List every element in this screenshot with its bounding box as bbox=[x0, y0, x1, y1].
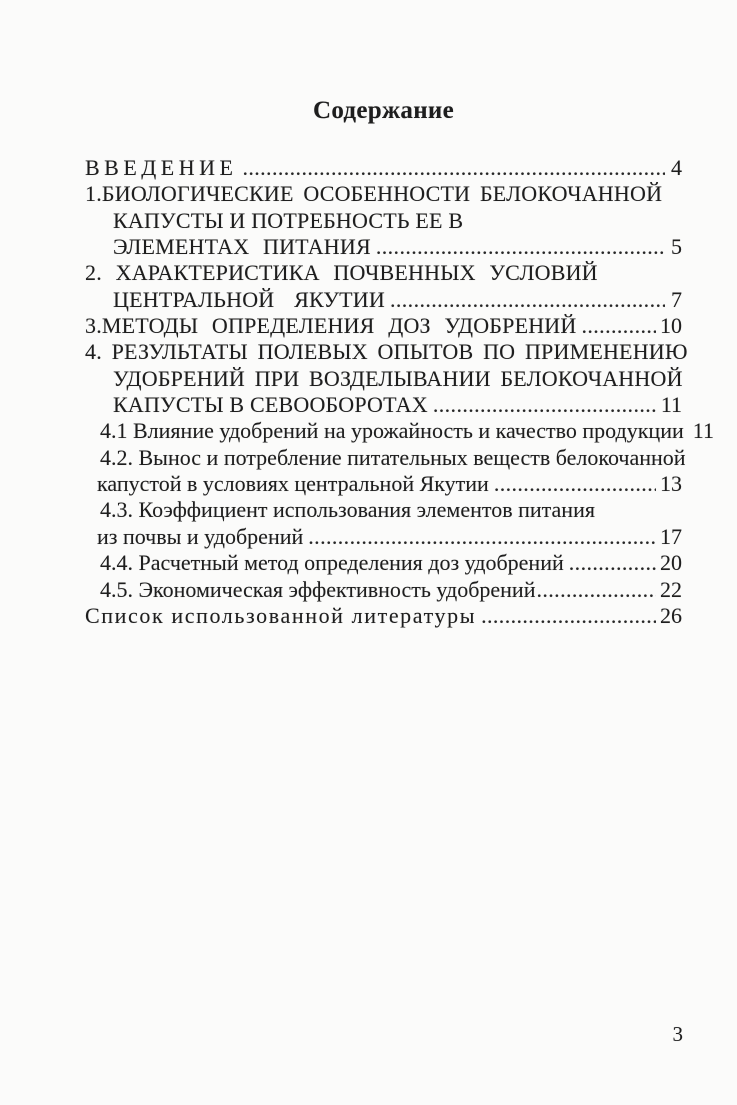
toc-page-number: 4 bbox=[671, 155, 682, 180]
toc-line bbox=[85, 577, 682, 603]
dot-leader bbox=[581, 313, 656, 339]
toc-line bbox=[85, 550, 682, 576]
toc-page-number: 17 bbox=[660, 523, 682, 549]
toc-line bbox=[85, 181, 682, 207]
toc-entry-text: ЭЛЕМЕНТАХ ПИТАНИЯ bbox=[113, 234, 371, 260]
footer-page-number: 3 bbox=[672, 1022, 683, 1046]
dot-leader bbox=[481, 603, 656, 629]
toc-line bbox=[85, 339, 688, 365]
dot-leader bbox=[376, 234, 665, 260]
toc-entry-text: 4.2. Вынос и потребление питательных веществ белокочанной bbox=[100, 444, 686, 470]
toc-entry-text: 3.МЕТОДЫ ОПРЕДЕЛЕНИЯ ДОЗ УДОБРЕНИЙ bbox=[85, 313, 577, 339]
toc-entry-text: 4. РЕЗУЛЬТАТЫ ПОЛЕВЫХ ОПЫТОВ ПО ПРИМЕНЕНИЮ bbox=[85, 339, 688, 365]
page-title: Содержание bbox=[312, 97, 454, 124]
toc-entry-text: КАПУСТЫ В СЕВООБОРОТАХ bbox=[113, 392, 428, 418]
toc-entry-text: 4.1 Влияние удобрений на урожайность и качество продукции bbox=[100, 418, 684, 444]
toc-page-number: 22 bbox=[660, 576, 682, 602]
toc-entry-text: 4.3. Коэффициент использования элементов питания bbox=[100, 497, 595, 523]
toc-page-number: 13 bbox=[660, 471, 682, 497]
toc-line bbox=[85, 497, 682, 523]
toc-line bbox=[85, 603, 682, 629]
table-of-contents bbox=[85, 155, 714, 629]
toc-page-number: 10 bbox=[660, 313, 682, 339]
dot-leader bbox=[390, 287, 665, 313]
toc-page-number: 7 bbox=[671, 286, 682, 312]
toc-page-number: 26 bbox=[660, 602, 682, 628]
toc-line bbox=[85, 234, 682, 260]
toc-line bbox=[85, 418, 714, 444]
toc-entry-text: из почвы и удобрений bbox=[97, 523, 304, 549]
dot-leader bbox=[494, 471, 656, 497]
toc-entry-text: 2. ХАРАКТЕРИСТИКА ПОЧВЕННЫХ УСЛОВИЙ bbox=[85, 260, 598, 286]
toc-entry-text: ВВЕДЕНИЕ bbox=[85, 155, 238, 180]
toc-page-number: 5 bbox=[671, 234, 682, 260]
dot-leader bbox=[536, 577, 656, 603]
dot-leader bbox=[242, 155, 665, 181]
toc-line bbox=[85, 524, 682, 550]
toc-entry-text: капустой в условиях центральной Якутии bbox=[97, 471, 489, 497]
toc-line bbox=[85, 444, 686, 471]
toc-entry-text: УДОБРЕНИЙ ПРИ ВОЗДЕЛЫВАНИИ БЕЛОКОЧАННОЙ bbox=[113, 365, 683, 391]
toc-entry-text: 1.БИОЛОГИЧЕСКИЕ ОСОБЕННОСТИ БЕЛОКОЧАННОЙ bbox=[85, 181, 663, 207]
toc-line bbox=[85, 313, 682, 339]
toc-page-number: 11 bbox=[692, 418, 714, 444]
toc-entry-text: Список использованной литературы bbox=[85, 602, 477, 628]
dot-leader bbox=[569, 550, 656, 576]
toc-line bbox=[85, 208, 682, 234]
toc-line bbox=[85, 392, 682, 418]
toc-entry-text: 4.4. Расчетный метод определения доз удобрений bbox=[100, 550, 564, 576]
dot-leader bbox=[308, 524, 656, 550]
toc-entry-text: КАПУСТЫ И ПОТРЕБНОСТЬ ЕЕ В bbox=[113, 207, 464, 233]
toc-line bbox=[85, 287, 682, 313]
dot-leader bbox=[433, 392, 657, 418]
toc-line bbox=[85, 471, 682, 497]
toc-page-number: 20 bbox=[660, 550, 682, 576]
toc-entry-text: 4.5. Экономическая эффективность удобрений bbox=[100, 576, 536, 602]
toc-entry-text: ЦЕНТРАЛЬНОЙ ЯКУТИИ bbox=[113, 286, 385, 312]
toc-page-number: 11 bbox=[660, 392, 682, 418]
toc-line bbox=[85, 260, 682, 286]
toc-line bbox=[85, 366, 682, 392]
toc-line bbox=[85, 155, 682, 181]
